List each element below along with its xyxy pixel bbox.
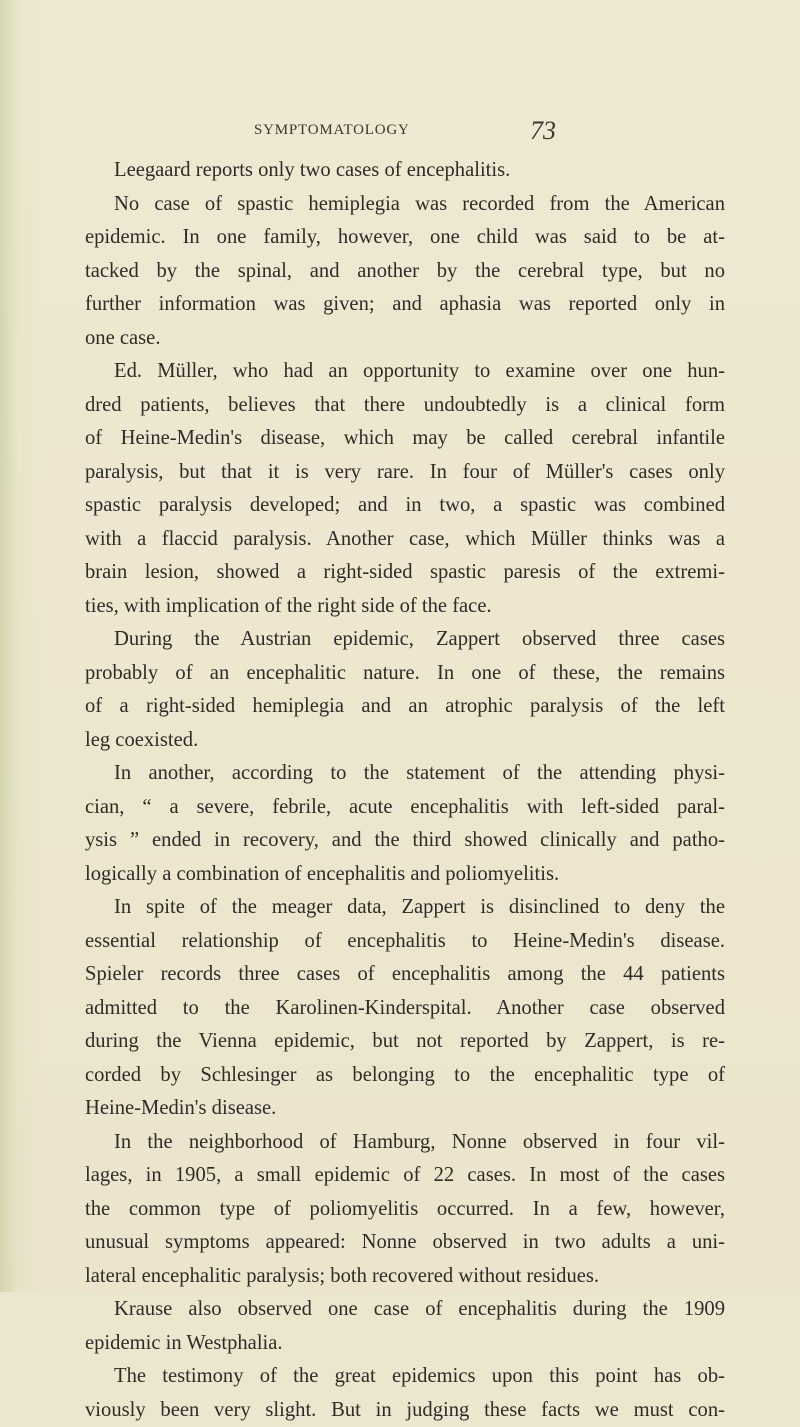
text-line: of Heine-Medin's disease, which may be called cerebral infantile xyxy=(85,422,725,456)
text-line: brain lesion, showed a right-sided spastic paresis of the extremi- xyxy=(85,556,725,590)
text-line: lateral encephalitic paralysis; both recovered without residues. xyxy=(85,1260,725,1294)
text-line: admitted to the Karolinen-Kinderspital. Another case observed xyxy=(85,992,725,1026)
page-number: 73 xyxy=(530,116,556,146)
text-line: tacked by the spinal, and another by the cerebral type, but no xyxy=(85,255,725,289)
text-line: one case. xyxy=(85,322,725,356)
text-line: essential relationship of encephalitis to Heine-Medin's disease. xyxy=(85,925,725,959)
text-line: lages, in 1905, a small epidemic of 22 cases. In most of the cases xyxy=(85,1159,725,1193)
text-line: unusual symptoms appeared: Nonne observed in two adults a uni- xyxy=(85,1226,725,1260)
text-line: During the Austrian epidemic, Zappert observed three cases xyxy=(85,623,725,657)
text-line: Krause also observed one case of encephalitis during the 1909 xyxy=(85,1293,725,1327)
text-line: leg coexisted. xyxy=(85,724,725,758)
text-line: ties, with implication of the right side of the face. xyxy=(85,590,725,624)
page-header xyxy=(254,118,574,142)
text-line: In another, according to the statement of the attending physi- xyxy=(85,757,725,791)
text-line: epidemic in Westphalia. xyxy=(85,1327,725,1361)
text-line: probably of an encephalitic nature. In one of these, the remains xyxy=(85,657,725,691)
text-line: further information was given; and aphasia was reported only in xyxy=(85,288,725,322)
text-line: Heine-Medin's disease. xyxy=(85,1092,725,1126)
text-line: spastic paralysis developed; and in two, a spastic was combined xyxy=(85,489,725,523)
text-line: Spieler records three cases of encephalitis among the 44 patients xyxy=(85,958,725,992)
text-line: epidemic. In one family, however, one child was said to be at- xyxy=(85,221,725,255)
text-line: In the neighborhood of Hamburg, Nonne observed in four vil- xyxy=(85,1126,725,1160)
text-line: cian, “ a severe, febrile, acute encephalitis with left-sided paral- xyxy=(85,791,725,825)
running-head: SYMPTOMATOLOGY xyxy=(254,122,410,139)
text-line: dred patients, believes that there undoubtedly is a clinical form xyxy=(85,389,725,423)
text-line: corded by Schlesinger as belonging to the encephalitic type of xyxy=(85,1059,725,1093)
text-line: during the Vienna epidemic, but not reported by Zappert, is re- xyxy=(85,1025,725,1059)
text-line: the common type of poliomyelitis occurred. In a few, however, xyxy=(85,1193,725,1227)
text-line: Leegaard reports only two cases of encephalitis. xyxy=(85,154,725,188)
text-line: Ed. Müller, who had an opportunity to examine over one hun- xyxy=(85,355,725,389)
text-line: of a right-sided hemiplegia and an atrophic paralysis of the left xyxy=(85,690,725,724)
text-line: In spite of the meager data, Zappert is disinclined to deny the xyxy=(85,891,725,925)
text-line: No case of spastic hemiplegia was recorded from the American xyxy=(85,188,725,222)
text-line: viously been very slight. But in judging these facts we must con- xyxy=(85,1394,725,1427)
text-line: paralysis, but that it is very rare. In four of Müller's cases only xyxy=(85,456,725,490)
text-line: logically a combination of encephalitis and poliomyelitis. xyxy=(85,858,725,892)
text-line: ysis ” ended in recovery, and the third showed clinically and patho- xyxy=(85,824,725,858)
body-text xyxy=(85,154,725,1427)
text-line: with a flaccid paralysis. Another case, which Müller thinks was a xyxy=(85,523,725,557)
text-line: The testimony of the great epidemics upon this point has ob- xyxy=(85,1360,725,1394)
